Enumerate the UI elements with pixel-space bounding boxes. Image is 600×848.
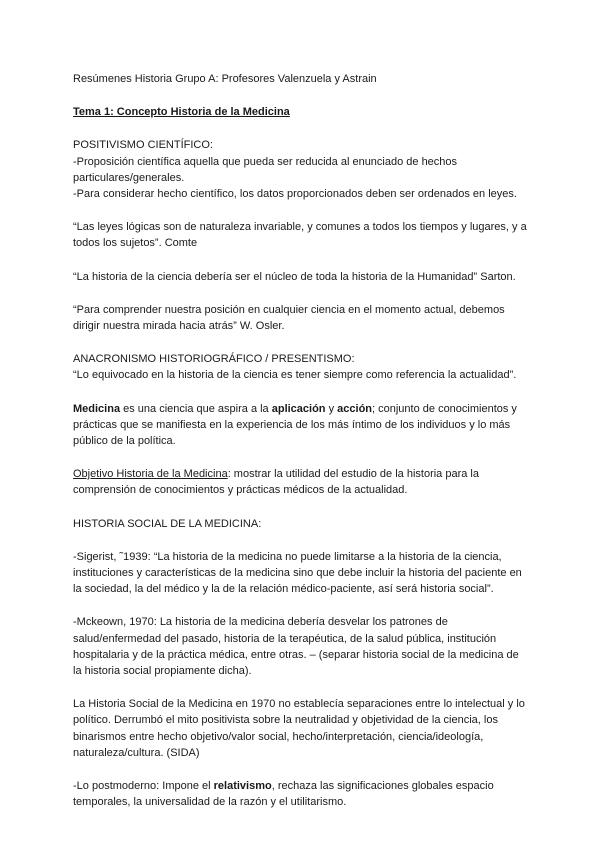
objetivo-label: Objetivo Historia de la Medicina — [73, 468, 228, 481]
anacronismo-text: “Lo equivocado en la historia de la ciencia es tener siempre como referencia la actualidad”. — [73, 369, 517, 382]
objetivo-paragraph — [73, 466, 530, 498]
postmoderno-text-1: -Lo postmoderno: Impone el — [73, 780, 214, 793]
quote-osler: “Para comprender nuestra posición en cualquier ciencia en el momento actual, debemos dirigir nuestra mirada hacia atrás” W. Osler. — [73, 303, 505, 333]
quote-comte: “Las leyes lógicas son de naturaleza invariable, y comunes a todos los tiempos y lugares, y a todos los sujetos”. Comte — [73, 221, 527, 250]
relativismo-term: relativismo — [213, 780, 272, 793]
mckeown-paragraph: -Mckeown, 1970: La historia de la medicina debería desvelar los patrones de salud/enfermedad del pasado, historia de la terapéutica, de la salud pública, institución hospitalaria y de la práctica médica, entre otras. – (separar historia social de la medicina de la historia social propiamente dicha). — [73, 616, 519, 678]
postmoderno-text-2: , rechaza las significaciones globales espacio temporales, la universalidad de la razón y el utilitarismo. — [73, 780, 494, 809]
accion-term: acción — [337, 402, 373, 415]
document-header: Resúmenes Historia Grupo A: Profesores Valenzuela y Astrain — [73, 73, 377, 85]
positivismo-line-2: -Para considerar hecho científico, los datos proporcionados deben ser ordenados en leyes. — [73, 188, 517, 201]
topic-title: Tema 1: Concepto Historia de la Medicina — [73, 106, 290, 119]
historia-social-1970-paragraph: La Historia Social de la Medicina en 1970 no establecía separaciones entre lo intelectual y lo político. Derrumbó el mito positivista sobre la neutralidad y objetividad de la ciencia, los binarismos entre hecho objetivo/valor social, hecho/interpretación, ciencia/ideología, naturaleza/cultura. (SIDA) — [73, 698, 525, 759]
positivismo-line-1: -Proposición científica aquella que pueda ser reducida al enunciado de hechos particulares/generales. — [73, 155, 458, 184]
aplicacion-term: aplicación — [271, 402, 326, 415]
anacronismo-heading: ANACRONISMO HISTORIOGRÁFICO / PRESENTISMO: — [73, 353, 355, 366]
medicina-term: Medicina — [73, 402, 121, 415]
sigerist-paragraph: -Sigerist, ˜1939: “La historia de la medicina no puede limitarse a la historia de la ciencia, instituciones y características de la medicina sino que debe incluir la historia del paciente en la sociedad, la del médico y la de la relación médico-paciente, así será historia social”. — [73, 550, 522, 596]
medicina-definition — [73, 401, 530, 450]
historia-social-heading: HISTORIA SOCIAL DE LA MEDICINA: — [73, 517, 262, 530]
quote-sarton: “La historia de la ciencia debería ser el núcleo de toda la historia de la Humanidad” Sarton. — [73, 270, 516, 283]
medicina-text-2: y — [325, 402, 338, 415]
medicina-text-1: es una ciencia que aspira a la — [120, 402, 272, 415]
postmoderno-paragraph — [73, 778, 530, 810]
positivismo-heading: POSITIVISMO CIENTÍFICO: — [73, 139, 213, 152]
objetivo-text: : mostrar la utilidad del estudio de la historia para la comprensión de conocimientos y prácticas médicos de la actualidad. — [73, 468, 479, 497]
medicina-text-3: ; conjunto de conocimientos y prácticas que se manifiesta en la experiencia de los más íntimo de los individuos y lo más público de la política. — [73, 402, 517, 448]
